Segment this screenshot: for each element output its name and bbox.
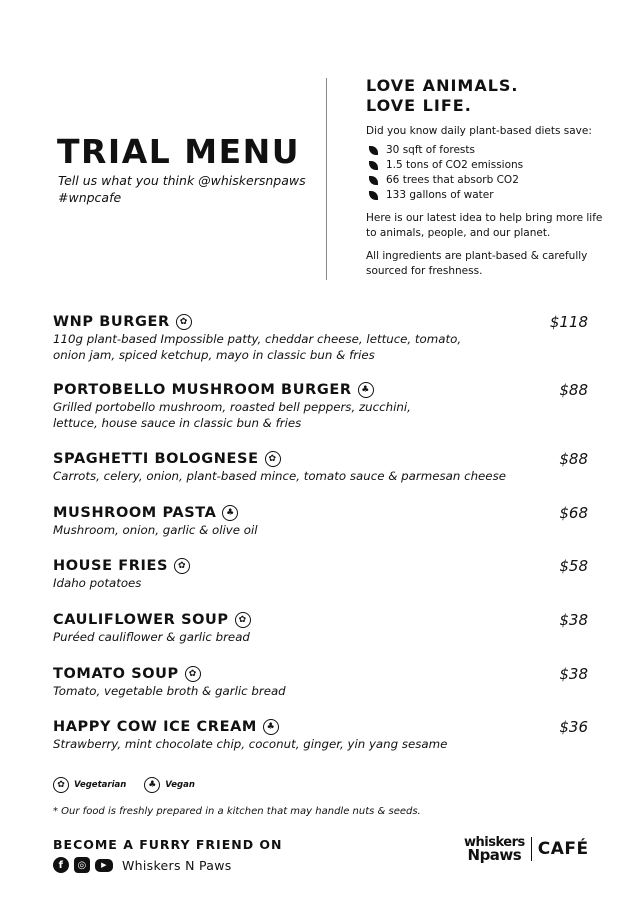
logo-wordmark	[464, 836, 525, 862]
item-price: $38	[559, 611, 588, 629]
page-title: TRIAL MENU	[57, 132, 301, 171]
fact-item	[366, 158, 606, 173]
item-desc: Carrots, celery, onion, plant-based mince, tomato sauce & parmesan cheese	[53, 469, 506, 483]
idea-line: Here is our latest idea to help bring more life	[366, 212, 603, 224]
social-heading: BECOME A FURRY FRIEND ON	[53, 837, 283, 852]
social-handle: Whiskers N Paws	[122, 857, 232, 873]
item-desc: lettuce, house sauce in classic bun & fries	[53, 416, 302, 430]
legend-vegan	[144, 777, 195, 793]
subtitle-line: Tell us what you think @whiskersnpaws	[58, 173, 306, 188]
vegan-icon: ♣	[222, 505, 238, 521]
item-name: TOMATO SOUP	[53, 666, 179, 682]
item-desc: Mushroom, onion, garlic & olive oil	[53, 523, 258, 537]
headline-line1: LOVE ANIMALS.	[366, 76, 519, 95]
vegan-icon: ♣	[263, 719, 279, 735]
logo-divider	[531, 837, 532, 861]
item-desc: Grilled portobello mushroom, roasted bell peppers, zucchini,	[53, 400, 411, 414]
item-price: $58	[559, 557, 588, 575]
intro-question: Did you know daily plant-based diets save:	[366, 125, 592, 137]
social-row	[53, 857, 232, 873]
fact-text: 133 gallons of water	[386, 189, 494, 201]
legend-vegetarian	[53, 777, 126, 793]
menu-item-cauliflower-soup	[53, 611, 588, 645]
youtube-icon[interactable]: ▶	[95, 859, 113, 872]
item-name: WNP BURGER	[53, 314, 170, 330]
leaf-icon	[369, 191, 378, 200]
item-price: $36	[559, 718, 588, 736]
item-price: $118	[549, 313, 588, 331]
fact-item	[366, 173, 606, 188]
menu-item-wnp-burger	[53, 313, 588, 363]
vegetarian-icon: ✿	[53, 777, 69, 793]
item-desc: Puréed cauliflower & garlic bread	[53, 630, 250, 644]
menu-item-ice-cream	[53, 718, 588, 752]
item-desc: Idaho potatoes	[53, 576, 142, 590]
cafe-logo	[464, 836, 589, 862]
item-price: $68	[559, 504, 588, 522]
item-desc: Strawberry, mint chocolate chip, coconut, ginger, yin yang sesame	[53, 737, 448, 751]
ingredients-line: sourced for freshness.	[366, 265, 483, 277]
vegetarian-icon: ✿	[176, 314, 192, 330]
menu-item-portobello	[53, 381, 588, 431]
fact-text: 30 sqft of forests	[386, 144, 475, 156]
item-name: SPAGHETTI BOLOGNESE	[53, 451, 259, 467]
item-desc: onion jam, spiced ketchup, mayo in classic bun & fries	[53, 348, 375, 362]
item-name: HOUSE FRIES	[53, 558, 169, 574]
item-price: $88	[559, 381, 588, 399]
logo-line: Npaws	[467, 846, 522, 864]
item-name: MUSHROOM PASTA	[53, 505, 217, 521]
logo-cafe: CAFÉ	[537, 839, 589, 859]
fact-text: 1.5 tons of CO2 emissions	[386, 159, 524, 171]
idea-line: to animals, people, and our planet.	[366, 227, 551, 239]
headline-line2: LOVE LIFE.	[366, 96, 472, 115]
subtitle-hashtag: #wnpcafe	[58, 190, 122, 205]
subtitle	[58, 172, 318, 206]
leaf-icon	[369, 146, 378, 155]
facebook-icon[interactable]: f	[53, 857, 69, 873]
leaf-icon	[369, 176, 378, 185]
leaf-icon	[369, 161, 378, 170]
menu-item-house-fries	[53, 557, 588, 591]
item-name: HAPPY COW ICE CREAM	[53, 719, 257, 735]
fact-item	[366, 143, 606, 158]
instagram-icon[interactable]: ◎	[74, 857, 90, 873]
vegan-icon: ♣	[144, 777, 160, 793]
intro-panel	[366, 76, 606, 279]
vegetarian-icon: ✿	[265, 451, 281, 467]
fact-item	[366, 188, 606, 203]
legend	[53, 777, 213, 793]
menu-item-spaghetti	[53, 450, 588, 484]
item-desc: Tomato, vegetable broth & garlic bread	[53, 684, 286, 698]
vegetarian-icon: ✿	[174, 558, 190, 574]
item-name: CAULIFLOWER SOUP	[53, 612, 229, 628]
vegetarian-icon: ✿	[185, 666, 201, 682]
divider	[326, 78, 327, 280]
vegan-icon: ♣	[358, 382, 374, 398]
legend-label: Vegetarian	[74, 780, 127, 790]
facts-list	[366, 143, 606, 203]
allergy-note: * Our food is freshly prepared in a kitchen that may handle nuts & seeds.	[53, 806, 421, 817]
menu-item-mushroom-pasta	[53, 504, 588, 538]
item-price: $38	[559, 665, 588, 683]
menu-item-tomato-soup	[53, 665, 588, 699]
item-desc: 110g plant-based Impossible patty, cheddar cheese, lettuce, tomato,	[53, 332, 462, 346]
logo-line: whiskers	[464, 835, 525, 850]
ingredients-line: All ingredients are plant-based & carefully	[366, 250, 588, 262]
fact-text: 66 trees that absorb CO2	[386, 174, 519, 186]
vegetarian-icon: ✿	[235, 612, 251, 628]
item-name: PORTOBELLO MUSHROOM BURGER	[53, 382, 352, 398]
item-price: $88	[559, 450, 588, 468]
legend-label: Vegan	[165, 780, 195, 790]
